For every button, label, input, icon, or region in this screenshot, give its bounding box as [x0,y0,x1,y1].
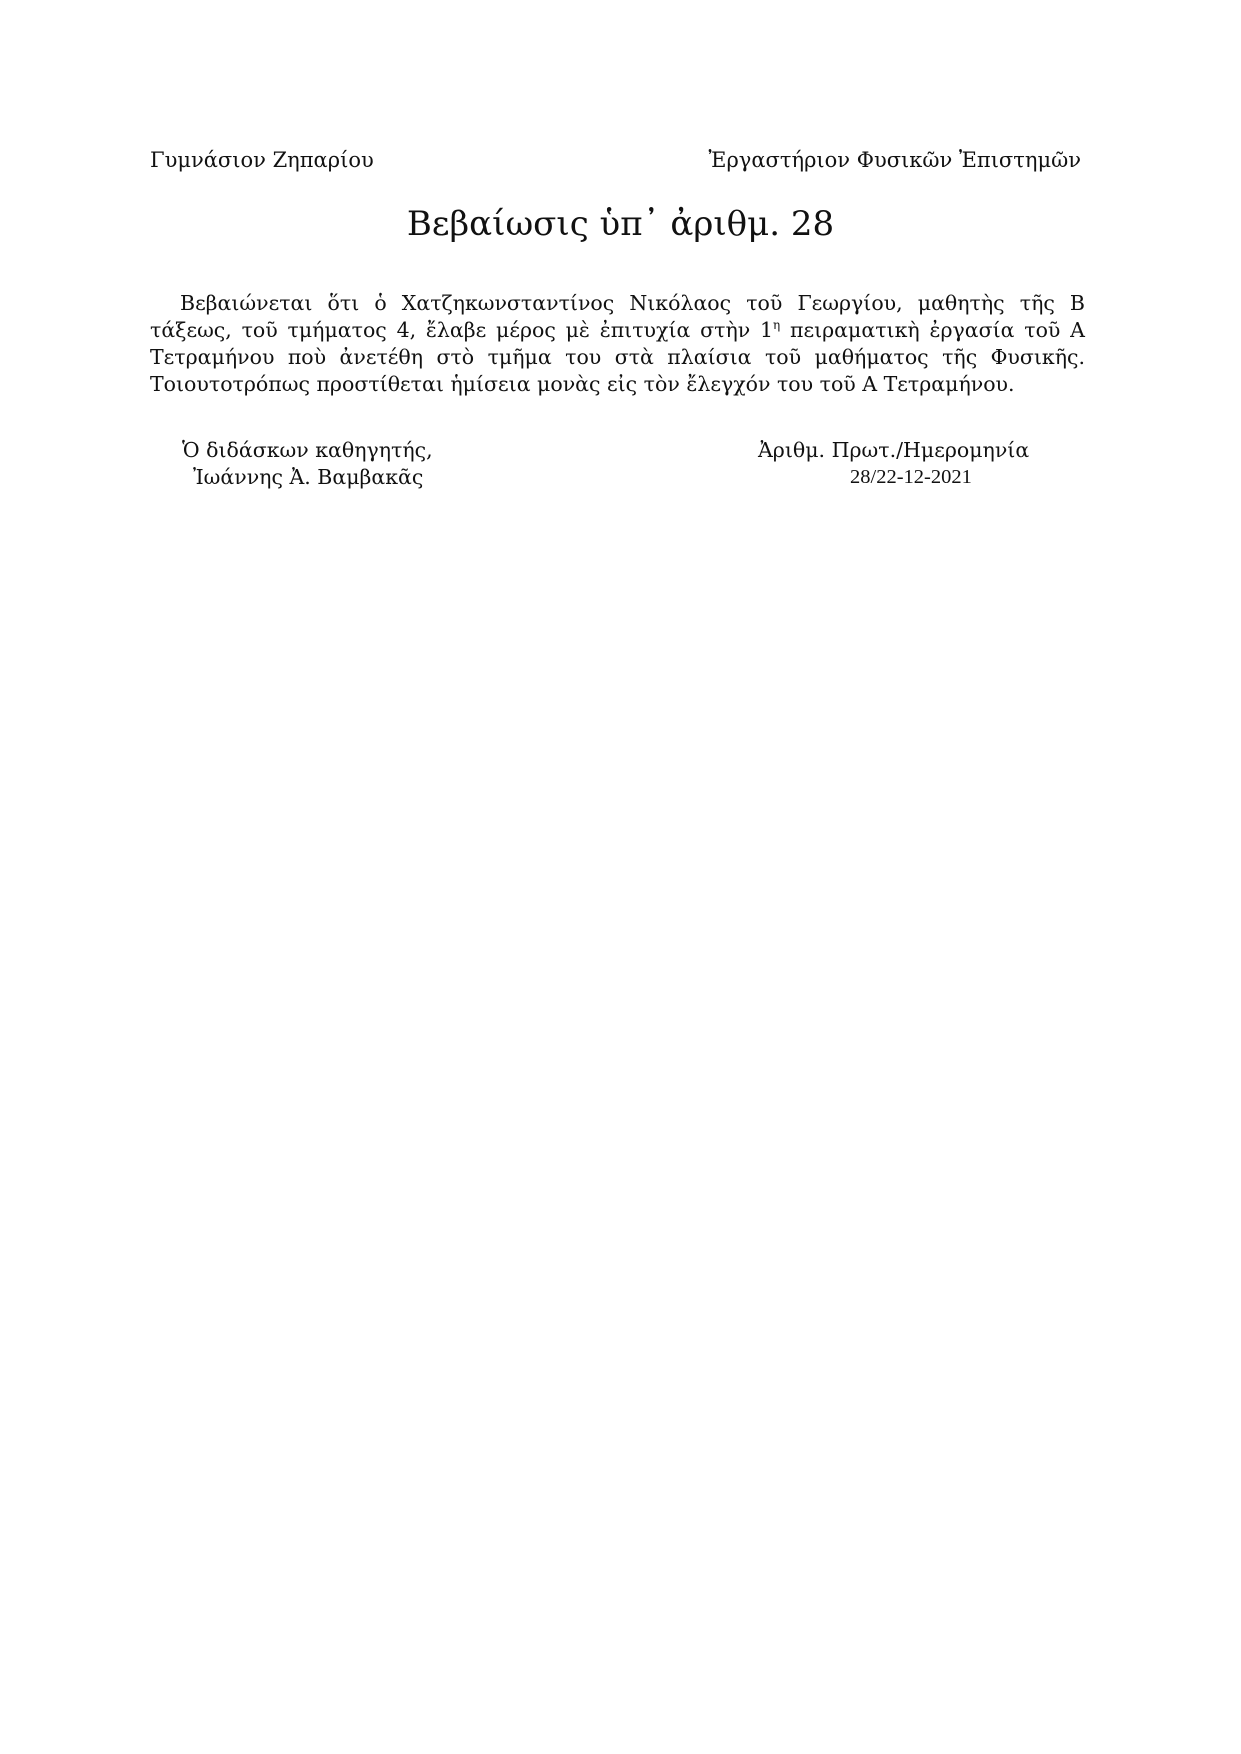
teacher-label: Ὁ διδάσκων καθηγητής, [182,438,433,462]
ordinal-superscript: η [773,318,781,333]
document-title: Βεβαίωσις ὑπ᾽ ἀριθμ. 28 [406,204,835,244]
protocol-number-date: 28/22-12-2021 [850,466,972,488]
teacher-name: Ἰωάννης Ἀ. Βαμβακᾶς [193,465,424,489]
body-text-part-2: πειραματικὴ ἐργασία τοῦ Α Τετραμήνου ποὺ ἀνετέθη στὸ τμῆμα του στὰ πλαίσια τοῦ μαθήματος τῆς Φυσικῆς. Τοιουτοτρόπως προστίθεται ἡμίσεια μονὰς εἰς τὸν ἔλεγχόν του τοῦ Α Τετραμήνου. [150,318,1085,396]
school-name: Γυμνάσιον Ζηπαρίου [150,148,374,172]
protocol-label: Ἀριθμ. Πρωτ./Ημερομηνία [758,438,1030,462]
body-text-part-1: Βεβαιώνεται ὅτι ὁ Χατζηκωνσταντίνος Νικόλαος τοῦ Γεωργίου, μαθητὴς τῆς Β τάξεως, τοῦ τμήματος 4, ἔλαβε μέρος μὲ ἐπιτυχία στὴν 1 [150,291,1085,342]
lab-name: Ἐργαστήριον Φυσικῶν Ἐπιστημῶν [708,148,1081,172]
certificate-body [150,290,1085,398]
